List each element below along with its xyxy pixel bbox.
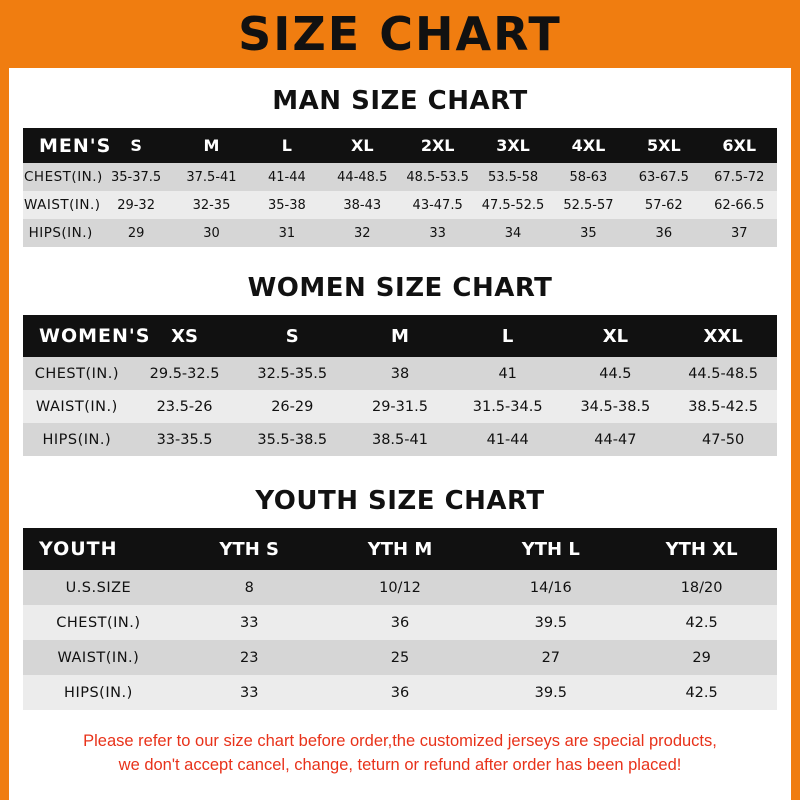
cell: 32.5-35.5: [257, 365, 328, 382]
table-row: [23, 640, 777, 675]
table-row: [23, 423, 777, 456]
youth-size-table: [23, 528, 777, 710]
row-label: CHEST(IN.): [24, 169, 103, 185]
cell: 52.5-57: [563, 197, 614, 213]
cell: 44-48.5: [337, 169, 388, 185]
table-row: [23, 357, 777, 390]
table-row: [23, 570, 777, 605]
column-header: XXL: [703, 325, 743, 347]
cell: 25: [390, 649, 410, 666]
cell: 36: [390, 614, 410, 631]
row-label: WAIST(IN.): [24, 197, 101, 213]
cell: 38.5-42.5: [688, 398, 759, 415]
table-row: [23, 605, 777, 640]
cell: 29-31.5: [371, 398, 428, 415]
cell: 29-32: [117, 197, 155, 213]
cell: 39.5: [534, 614, 567, 631]
column-header: S: [285, 325, 299, 347]
note-line-2: we don't accept cancel, change, teturn or refund after order has been placed!: [118, 755, 682, 774]
row-label: HIPS(IN.): [64, 684, 133, 701]
column-header: XL: [602, 325, 629, 347]
table-row: [23, 191, 777, 219]
cell: 44-47: [594, 431, 637, 448]
table-row: [23, 163, 777, 191]
cell: 29: [692, 649, 711, 666]
cell: 62-66.5: [714, 197, 765, 213]
cell: 53.5-58: [487, 169, 539, 185]
row-label: U.S.SIZE: [65, 579, 132, 596]
cell: 35: [580, 225, 597, 241]
cell: 32-35: [192, 197, 231, 213]
cell: 43-47.5: [412, 197, 463, 213]
cell: 35.5-38.5: [257, 431, 328, 448]
cell: 18/20: [680, 579, 723, 596]
cell: 32: [353, 225, 371, 241]
table-header-row: [23, 128, 777, 163]
cell: 29.5-32.5: [149, 365, 220, 382]
cell: 37: [730, 225, 748, 241]
table-row: [23, 219, 777, 247]
cell: 37.5-41: [186, 169, 237, 185]
cell: 58-63: [569, 169, 608, 185]
column-header: MEN'S: [39, 134, 112, 157]
cell: 31.5-34.5: [472, 398, 543, 415]
column-header: 2XL: [420, 136, 455, 155]
cell: 42.5: [685, 614, 718, 631]
cell: 30: [203, 225, 220, 241]
row-label: HIPS(IN.): [42, 431, 112, 448]
man-size-table: [23, 128, 777, 247]
column-header: L: [281, 136, 292, 155]
column-header: YTH L: [521, 538, 580, 560]
content: [9, 86, 791, 778]
cell: 57-62: [644, 197, 683, 213]
cell: 47-50: [702, 431, 745, 448]
row-label: HIPS(IN.): [28, 225, 93, 241]
cell: 41-44: [267, 169, 306, 185]
cell: 38.5-41: [371, 431, 428, 448]
cell: 47.5-52.5: [481, 197, 545, 213]
cell: 8: [244, 579, 254, 596]
cell: 33: [239, 684, 259, 701]
cell: 33: [239, 614, 259, 631]
cell: 26-29: [271, 398, 314, 415]
cell: 33-35.5: [156, 431, 213, 448]
women-section-title: WOMEN SIZE CHART: [247, 273, 553, 303]
column-header: S: [130, 136, 142, 155]
cell: 36: [390, 684, 410, 701]
cell: 41-44: [486, 431, 529, 448]
cell: 41: [498, 365, 517, 382]
column-header: XL: [350, 136, 374, 155]
column-header: M: [203, 136, 220, 155]
cell: 44.5-48.5: [688, 365, 759, 382]
cell: 48.5-53.5: [406, 169, 469, 185]
cell: 39.5: [534, 684, 567, 701]
row-label: CHEST(IN.): [56, 614, 141, 631]
column-header: M: [391, 325, 409, 347]
cell: 35-38: [267, 197, 306, 213]
cell: 34: [504, 225, 522, 241]
column-header: 4XL: [571, 136, 606, 155]
man-section-title: MAN SIZE CHART: [272, 86, 528, 116]
cell: 35-37.5: [110, 169, 162, 185]
table-row: [23, 675, 777, 710]
table-header-row: [23, 315, 777, 357]
column-header: YTH XL: [665, 538, 738, 560]
table-row: [23, 390, 777, 423]
column-header: YOUTH: [39, 538, 118, 560]
cell: 44.5: [599, 365, 632, 382]
note-line-1: Please refer to our size chart before order,the customized jerseys are special products,: [83, 732, 717, 750]
column-header: 3XL: [496, 136, 530, 155]
cell: 33: [429, 225, 446, 241]
cell: 10/12: [379, 579, 421, 596]
table-header-row: [23, 528, 777, 570]
column-header: 5XL: [646, 136, 681, 155]
column-header: WOMEN'S: [39, 325, 151, 347]
cell: 36: [655, 225, 673, 241]
cell: 38-43: [343, 197, 382, 213]
disclaimer-note: [23, 730, 777, 778]
row-label: CHEST(IN.): [34, 365, 119, 382]
cell: 38: [390, 365, 410, 382]
cell: 34.5-38.5: [580, 398, 651, 415]
cell: 14/16: [529, 579, 572, 596]
cell: 31: [278, 225, 296, 241]
women-size-table: [23, 315, 777, 456]
row-label: WAIST(IN.): [35, 398, 118, 415]
column-header: YTH M: [367, 538, 433, 560]
cell: 29: [127, 225, 145, 241]
banner: [0, 0, 800, 68]
column-header: XS: [171, 325, 198, 347]
column-header: L: [501, 325, 514, 347]
cell: 23: [239, 649, 259, 666]
cell: 27: [541, 649, 561, 666]
youth-section-title: YOUTH SIZE CHART: [255, 486, 545, 516]
page-title: SIZE CHART: [238, 7, 562, 61]
column-header: YTH S: [219, 538, 279, 560]
cell: 63-67.5: [638, 169, 689, 185]
cell: 67.5-72: [714, 169, 765, 185]
column-header: 6XL: [722, 136, 757, 155]
cell: 42.5: [685, 684, 718, 701]
row-label: WAIST(IN.): [57, 649, 140, 666]
cell: 23.5-26: [156, 398, 213, 415]
